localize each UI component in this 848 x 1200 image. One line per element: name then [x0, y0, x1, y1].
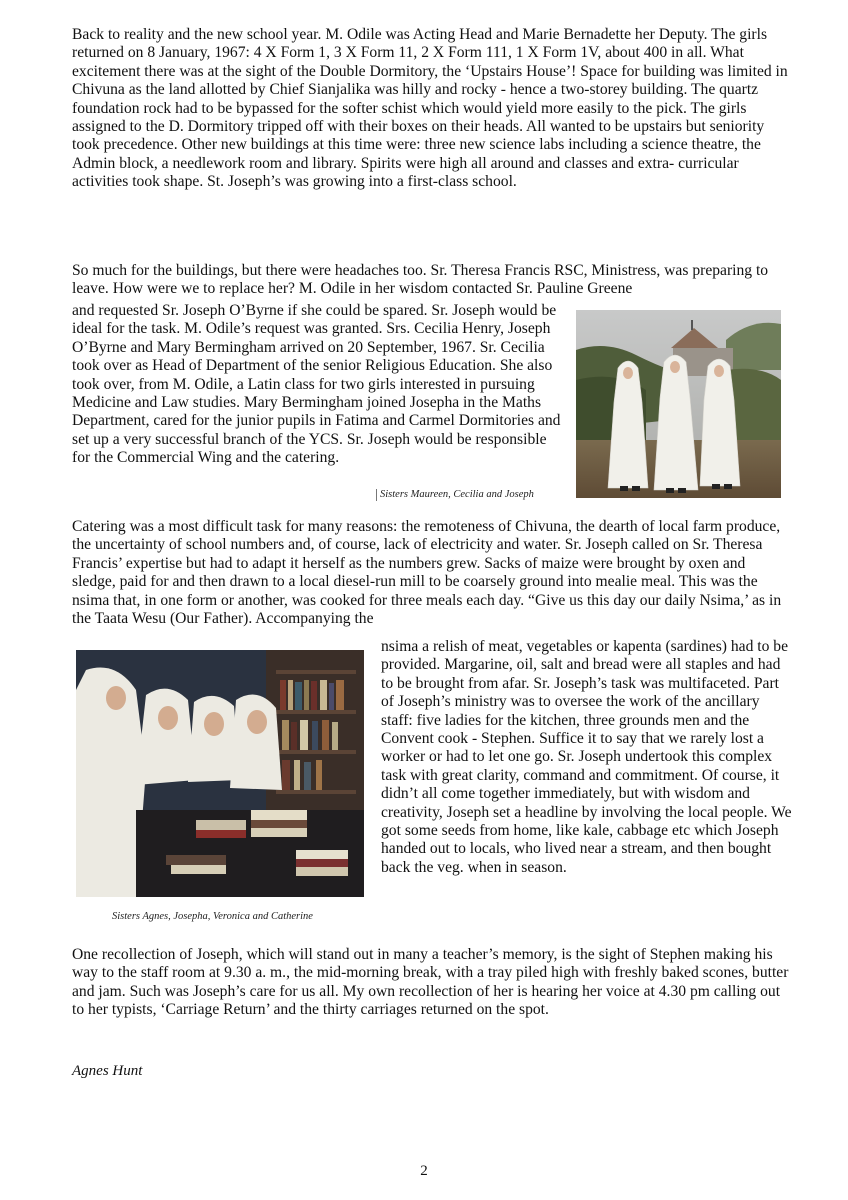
caption-four-sisters: Sisters Agnes, Josepha, Veronica and Catherine: [112, 911, 313, 922]
author-signature: Agnes Hunt: [72, 1063, 143, 1079]
paragraph-headaches: So much for the buildings, but there were headaches too. Sr. Theresa Francis RSC, Ministress, was preparing to leave. How were we to replace her? M. Odile in her wisdom contacted Sr. Pauline Greene: [72, 262, 769, 298]
photo-three-sisters: [576, 310, 781, 498]
paragraph-new-school-year: Back to reality and the new school year. M. Odile was Acting Head and Marie Bernadette her Deputy. The girls returned on 8 January, 1967: 4 X Form 1, 3 X Form 11, 2 X Form 111, 1 X Form 1V, about 400 in all. What excitement there was at the sight of the Double Dormitory, the ‘Upstairs House’! Space for building was limited in Chivuna as the land allotted by Chief Sianjalika was hilly and rocky - hence a two-storey building. The quartz foundation rock had to be bypassed for the softer schist which would yield more easily to the pick. The girls assigned to the D. Dormitory tripped off with their boxes on their heads. All wanted to be upstairs but seniority took precedence. Other new buildings at this time were: three new science labs including a science theatre, the Admin block, a needlework room and library. Spirits were high all around and classes and extra- curricular activities took shape. St. Joseph’s was growing into a first-class school.: [72, 26, 788, 191]
photo-four-sisters: [76, 650, 364, 897]
photo-three-sisters-image: [576, 310, 781, 498]
caption-three-sisters: Sisters Maureen, Cecilia and Joseph: [376, 489, 534, 501]
paragraph-recollection: One recollection of Joseph, which will stand out in many a teacher’s memory, is the sight of Stephen making his way to the staff room at 9.30 a. m., the mid-morning break, with a tray piled high with freshly baked scones, butter and jam. Such was Joseph’s care for us all. My own recollection of her is hearing her voice at 4.30 pm calling out to her typists, ‘Carriage Return’ and the thirty carriages returned on the spot.: [72, 946, 789, 1019]
page-number: 2: [420, 1163, 428, 1179]
paragraph-sisters-arrival: and requested Sr. Joseph O’Byrne if she could be spared. Sr. Joseph would be ideal for the task. M. Odile’s request was granted. Srs. Cecilia Henry, Joseph O’Byrne and Mary Bermingham arrived on 20 September, 1967. Sr. Cecilia took over as Head of Department of the senior Religious Education. She also took over, from M. Odile, a Latin class for two girls interested in pursuing Medicine and Law studies. Mary Bermingham joined Josepha in the Maths Department, cared for the junior pupils in Fatima and Carmel Dormitories and set up a very successful branch of the YCS. Sr. Joseph would be responsible for the Commercial Wing and the catering.: [72, 302, 561, 467]
paragraph-catering: Catering was a most difficult task for many reasons: the remoteness of Chivuna, the dearth of local farm produce, the uncertainty of school numbers and, of course, lack of electricity and water. Sr. Joseph called on Sr. Theresa Francis’ expertise but had to adapt it herself as the numbers grew. Sacks of maize were brought by oxen and sledge, paid for and then drawn to a local diesel-run mill to be coarsely ground into mealie meal. This was the nsima that, in one form or another, was cooked for three meals each day. “Give us this day our daily Nsima,’ as in the Taata Wesu (Our Father). Accompanying the: [72, 518, 782, 628]
photo-four-sisters-image: [76, 650, 364, 897]
paragraph-relish-and-staff: nsima a relish of meat, vegetables or kapenta (sardines) had to be provided. Margarine, oil, salt and bread were all staples and had to be brought from afar. Sr. Joseph’s task was multifaceted. Part of Joseph’s ministry was to oversee the work of the ancillary staff: five ladies for the kitchen, three grounds men and the Convent cook - Stephen. Suffice it to say that we rarely lost a worker or had to let one go. Sr. Joseph undertook this complex task with great clarity, command and commitment. Of course, it didn’t all come together immediately, but with wisdom and creativity, Joseph set a headline by involving the local people. We got some seeds from home, like kale, cabbage etc which Joseph handed out to locals, who lived near a stream, and then bought back the veg. when in season.: [381, 638, 792, 876]
